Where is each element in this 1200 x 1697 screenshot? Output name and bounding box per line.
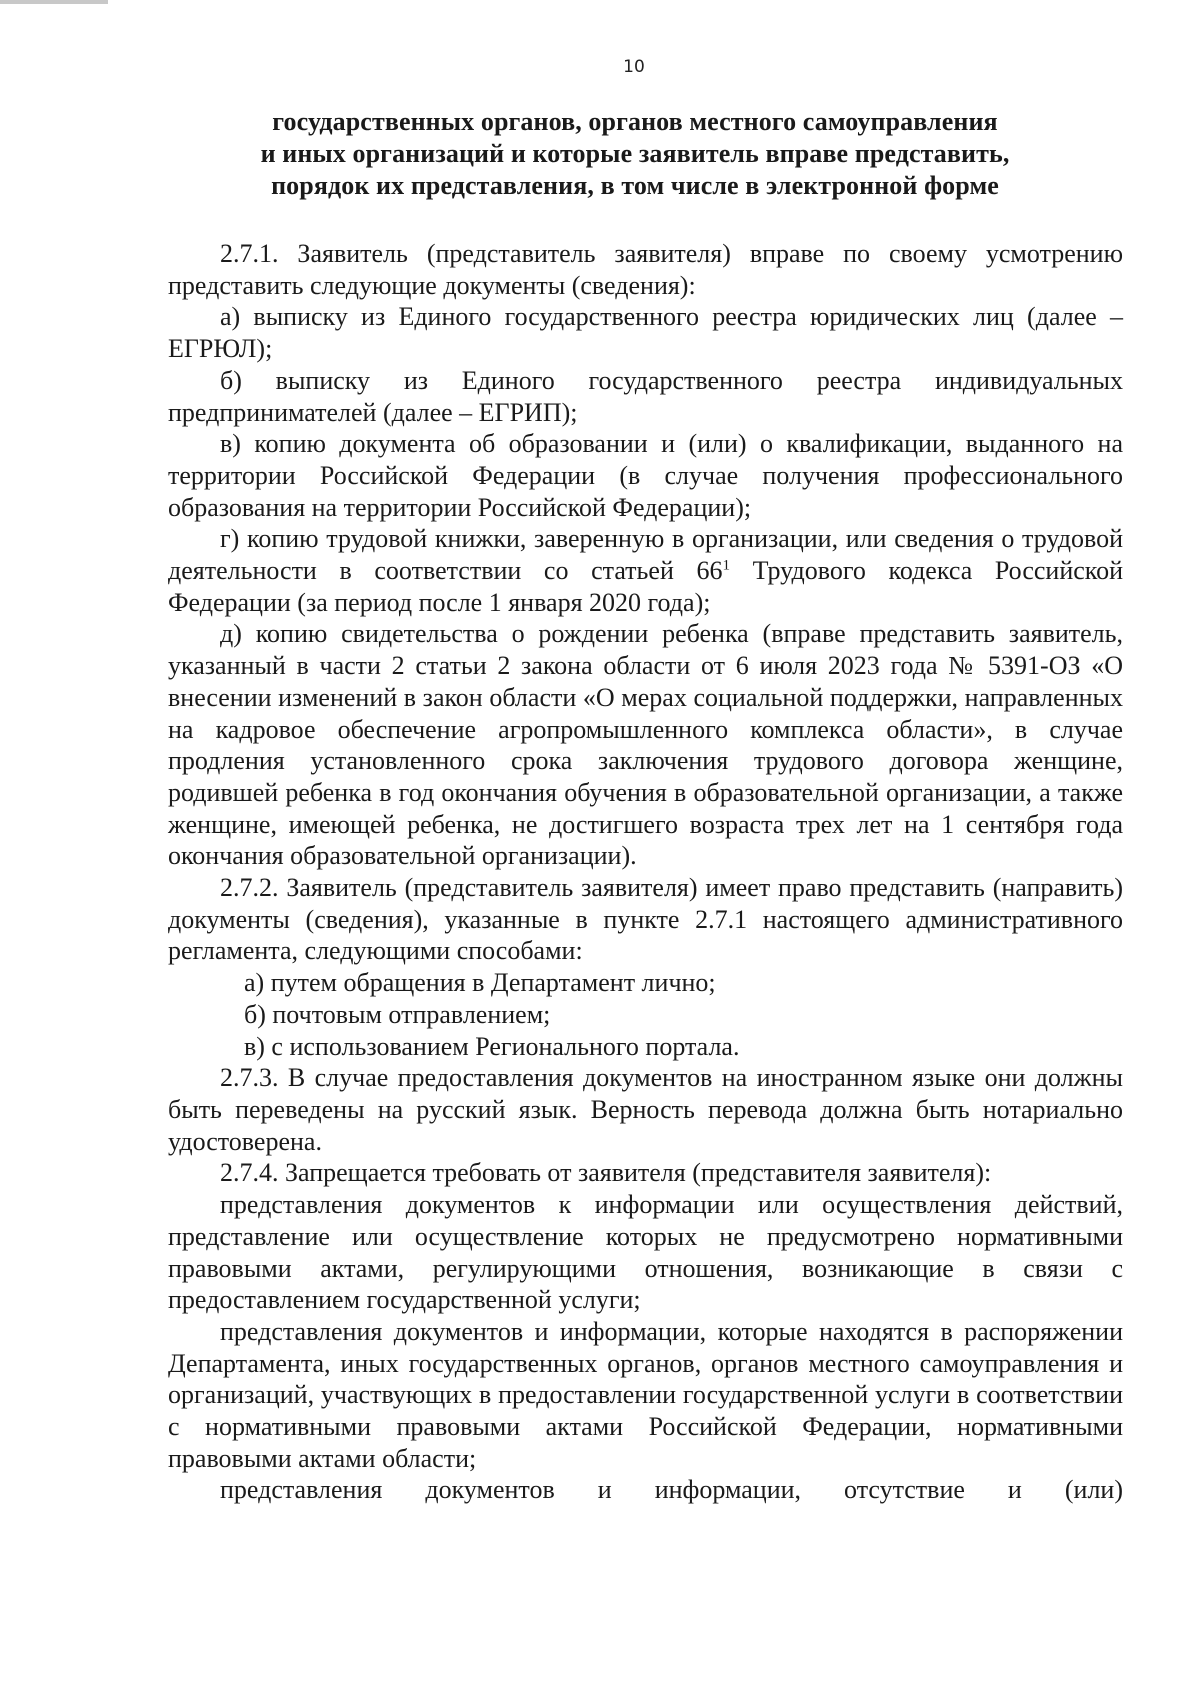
paragraph-2-7-3: 2.7.3. В случае предоставления документов на иностранном языке они должны быть переведены на русский язык. Верность перевода должна быть нотариально удостоверена. — [168, 1063, 1123, 1156]
paragraph-2-7-1-a: а) выписку из Единого государственного реестра юридических лиц (далее – ЕГРЮЛ); — [168, 302, 1123, 364]
paragraph-2-7-4-item-1: представления документов к информации или осуществления действий, представление или осуществление которых не предусмотрено нормативными правовыми актами, регулирующими отношения, возникающие в связи с предоставлением государственной услуги; — [168, 1190, 1123, 1315]
document-body — [168, 238, 1123, 1506]
heading-line-2: и иных организаций и которые заявитель вправе представить, — [260, 139, 1010, 168]
paragraph-2-7-1-g-text-before: г) копию трудовой книжки, заверенную в организации, или сведения о трудовой деятельности в соответствии со статьей 66 — [168, 524, 1123, 586]
heading-line-1: государственных органов, органов местного самоуправления — [272, 107, 998, 136]
paragraph-2-7-1-b: б) выписку из Единого государственного реестра индивидуальных предпринимателей (далее – ЕГРИП); — [168, 365, 1123, 427]
scan-edge-mark — [0, 0, 108, 4]
section-heading — [150, 106, 1120, 202]
paragraph-2-7-4-item-2: представления документов и информации, которые находятся в распоряжении Департамента, иных государственных органов, органов местного самоуправления и организаций, участвующих в предоставлении государственной услуги в соответствии с нормативными правовыми актами Российской Федерации, нормативными правовыми актами области; — [168, 1316, 1123, 1473]
paragraph-2-7-2: 2.7.2. Заявитель (представитель заявителя) имеет право представить (направить) документы (сведения), указанные в пункте 2.7.1 настоящего административного регламента, следующими способами: — [168, 873, 1123, 966]
paragraph-2-7-4: 2.7.4. Запрещается требовать от заявителя (представителя заявителя): — [220, 1158, 992, 1188]
paragraph-2-7-2-b: б) почтовым отправлением; — [244, 999, 551, 1029]
paragraph-2-7-2-v: в) с использованием Регионального портала. — [244, 1031, 740, 1061]
paragraph-2-7-1-g-text-after: Трудового кодекса Российской Федерации (за период после 1 января 2020 года); — [168, 556, 1123, 617]
paragraph-2-7-1-g — [168, 523, 1123, 618]
paragraph-2-7-1-d: д) копию свидетельства о рождении ребенка (вправе представить заявитель, указанный в части 2 статьи 2 закона области от 6 июля 2023 года № 5391-ОЗ «О внесении изменений в закон области «О мерах социальной поддержки, направленных на кадровое обеспечение агропромышленного комплекса области», в случае продления установленного срока заключения трудового договора женщине, родившей ребенка в год окончания обучения в образовательной организации, а также женщине, имеющей ребенка, не достигшего возраста трех лет на 1 сентября года окончания образовательной организации). — [168, 619, 1123, 871]
heading-line-3: порядок их представления, в том числе в электронной форме — [271, 171, 999, 200]
paragraph-2-7-1: 2.7.1. Заявитель (представитель заявителя) вправе по своему усмотрению представить следующие документы (сведения): — [168, 239, 1123, 300]
page-number: 10 — [623, 57, 645, 77]
paragraph-2-7-1-v: в) копию документа об образовании и (или) о квалификации, выданного на территории Российской Федерации (в случае получения профессионального образования на территории Российской Федерации); — [168, 429, 1123, 522]
paragraph-2-7-2-a: а) путем обращения в Департамент лично; — [244, 968, 716, 998]
article-superscript: 1 — [722, 557, 730, 574]
paragraph-2-7-4-item-3: представления документов и информации, отсутствие и (или) — [220, 1475, 1123, 1505]
